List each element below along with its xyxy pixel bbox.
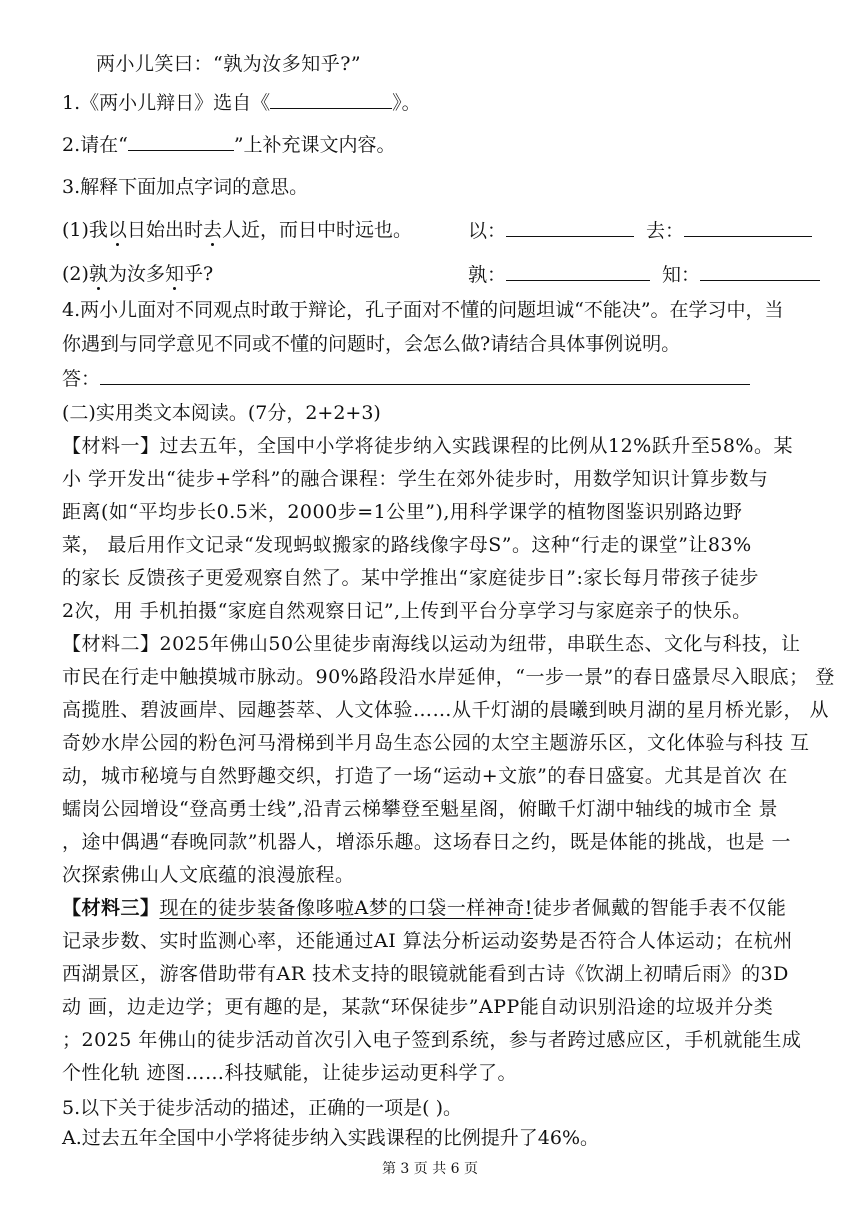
question-2-prefix: 2.请在“ xyxy=(62,134,128,156)
material-3-tag: 【材料三】 xyxy=(62,897,160,919)
question-4-line-2: 你遇到与同学意见不同或不懂的问题时，会怎么做?请结合具体事例说明。 xyxy=(62,333,681,355)
label-shu: 孰： xyxy=(468,264,507,286)
question-1-prefix: 1.《两小儿辩日》选自《 xyxy=(62,92,271,114)
section-2-heading: (二)实用类文本阅读。(7分，2+2+3) xyxy=(62,402,381,424)
s2-dotted-zhi: 知 xyxy=(164,263,184,285)
blank-zhi[interactable] xyxy=(700,262,820,281)
question-3-sentence-2 xyxy=(62,262,213,286)
material-2-line: 蠕岗公园增设“登高勇士线”,沿青云梯攀登至魁星阁，俯瞰千灯湖中轴线的城市全 景 xyxy=(62,798,779,820)
material-1-line: 2次，用 手机拍摄“家庭自然观察日记”,上传到平台分享学习与家庭亲子的快乐。 xyxy=(62,600,752,622)
question-4-answer xyxy=(62,366,750,391)
s1-dotted-qu: 去 xyxy=(202,219,222,241)
material-1-line: 菜， 最后用作文记录“发现蚂蚁搬家的路线像字母S”。这种“行走的课堂”让83% xyxy=(62,534,752,556)
question-1 xyxy=(62,90,421,115)
s1-part-c: 日始出时 xyxy=(126,219,203,241)
s1-part-e: 人近，而日中时远也。 xyxy=(221,219,412,241)
blank-qu[interactable] xyxy=(684,218,812,237)
s2-part-a: (2) xyxy=(62,263,89,285)
question-2-suffix: ”上补充课文内容。 xyxy=(233,134,396,156)
material-3-line: 动 画，边走边学；更有趣的是，某款“环保徒步”APP能自动识别沿途的垃圾并分类 xyxy=(62,996,774,1018)
question-1-answer-blank[interactable] xyxy=(270,90,392,109)
material-2-line: 次探索佛山人文底蕴的浪漫旅程。 xyxy=(62,864,355,886)
s1-dotted-yi: 以 xyxy=(107,219,127,241)
material-2-line: ，途中偶遇“春晚同款”机器人，增添乐趣。这场春日之约，既是体能的挑战，也是 一 xyxy=(62,831,791,853)
question-3-answer-row-1 xyxy=(468,218,812,243)
question-5-stem: 5.以下关于徒步活动的描述，正确的一项是( )。 xyxy=(62,1097,462,1119)
material-1-line: 小 学开发出“徒步+学科”的融合课程：学生在郊外徒步时，用数学知识计算步数与 xyxy=(62,468,769,490)
question-4-line-1: 4.两小儿面对不同观点时敢于辩论，孔子面对不懂的问题坦诚“不能决”。在学习中，当 xyxy=(62,299,784,321)
material-3-line: 记录步数、实时监测心率，还能通过AI 算法分析运动姿势是否符合人体运动；在杭州 xyxy=(62,930,793,952)
material-3-line: ；2025 年佛山的徒步活动首次引入电子签到系统，参与者跨过感应区，手机就能生成 xyxy=(62,1029,802,1051)
s2-part-e: 乎? xyxy=(183,263,214,285)
material-1-line: 的家长 反馈孩子更爱观察自然了。某中学推出“家庭徒步日”:家长每月带孩子徒步 xyxy=(62,567,759,589)
page-footer: 第 3 页 共 6 页 xyxy=(381,1161,479,1177)
material-2-line: 动，城市秘境与自然野趣交织，打造了一场“运动+文旅”的春日盛宴。尤其是首次 在 xyxy=(62,765,788,787)
material-1-line: 距离(如“平均步长0.5米，2000步=1公里”),用科学课学的植物图鉴识别路边野 xyxy=(62,501,743,523)
s2-part-c: 为汝多 xyxy=(107,263,165,285)
label-yi: 以： xyxy=(468,220,507,242)
material-3-line: 西湖景区，游客借助带有AR 技术支持的眼镜就能看到古诗《饮湖上初晴后雨》的3D xyxy=(62,963,789,985)
question-5-option-a: A.过去五年全国中小学将徒步纳入实践课程的比例提升了46%。 xyxy=(62,1127,599,1149)
material-1-line: 【材料一】过去五年，全国中小学将徒步纳入实践课程的比例从12%跃升至58%。某 xyxy=(62,435,793,457)
question-3-title: 3.解释下面加点字词的意思。 xyxy=(62,176,309,198)
s1-part-a: (1)我 xyxy=(62,219,108,241)
answer-label: 答： xyxy=(62,368,101,390)
material-2-line: 市民在行走中触摸城市脉动。90%路段沿水岸延伸，“一步一景”的春日盛景尽入眼底； 登 xyxy=(62,666,835,688)
question-3-answer-row-2 xyxy=(468,262,820,287)
classical-text-line: 两小儿笑曰：“孰为汝多知乎?” xyxy=(96,53,362,75)
blank-shu[interactable] xyxy=(506,262,650,281)
material-3-first-rest: 徒步者佩戴的智能手表不仅能 xyxy=(532,897,787,919)
question-4-answer-blank[interactable] xyxy=(100,366,750,385)
material-3-line: 个性化轨 迹图……科技赋能，让徒步运动更科学了。 xyxy=(62,1062,518,1084)
material-2-line: 奇妙水岸公园的粉色河马滑梯到半月岛生态公园的太空主题游乐区，文化体验与科技 互 xyxy=(62,732,810,754)
material-3-underlined-sentence: 现在的徒步装备像哆啦A梦的口袋一样神奇! xyxy=(159,897,533,919)
label-zhi: 知： xyxy=(662,264,701,286)
question-3-sentence-1 xyxy=(62,218,412,242)
question-2-answer-blank[interactable] xyxy=(128,132,234,151)
blank-yi[interactable] xyxy=(506,218,634,237)
s2-dotted-shu: 孰 xyxy=(88,263,108,285)
material-3-first-line xyxy=(62,896,786,920)
material-2-line: 【材料二】2025年佛山50公里徒步南海线以运动为纽带，串联生态、文化与科技，让 xyxy=(62,633,801,655)
question-1-suffix: 》。 xyxy=(392,92,421,114)
question-2 xyxy=(62,132,396,157)
material-2-line: 高揽胜、碧波画岸、园趣荟萃、人文体验……从千灯湖的晨曦到映月湖的星月桥光影， 从 xyxy=(62,699,830,721)
label-qu: 去： xyxy=(646,220,685,242)
